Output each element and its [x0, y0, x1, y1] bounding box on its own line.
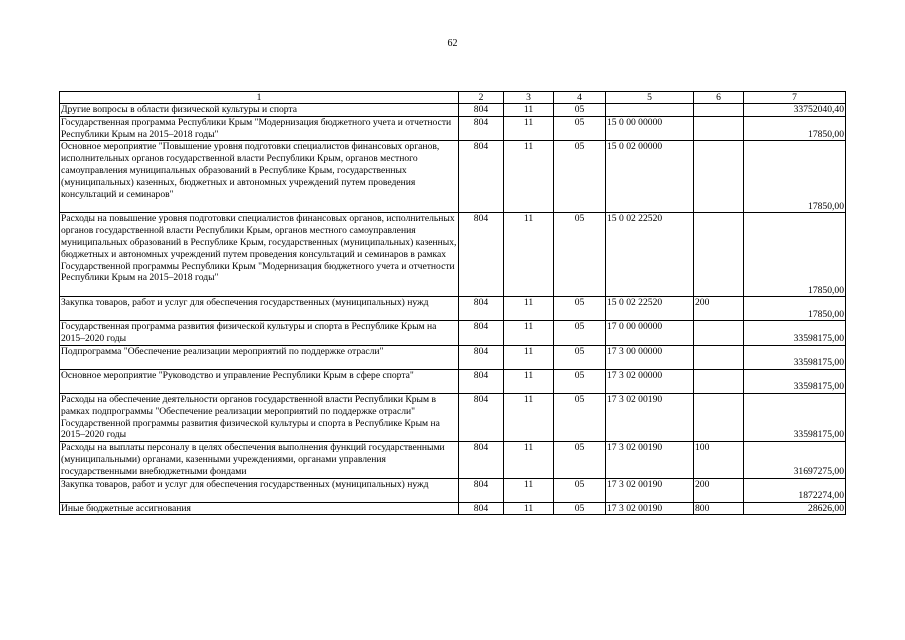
row-section: 11	[504, 478, 554, 502]
row-expense	[694, 321, 744, 346]
row-expense: 200	[694, 297, 744, 321]
row-section: 11	[504, 345, 554, 369]
row-expense	[694, 213, 744, 297]
row-subsection: 05	[554, 116, 606, 141]
table-row	[60, 393, 846, 441]
row-name: Государственная программа Республики Крым "Модернизация бюджетного учета и отчетности Республики Крым на 2015–2018 годы"	[60, 116, 459, 141]
row-sum: 33598175,00	[744, 369, 846, 393]
row-section: 11	[504, 321, 554, 346]
header-cell: 4	[554, 92, 606, 104]
row-name: Основное мероприятие "Руководство и управление Республики Крым в сфере спорта"	[60, 369, 459, 393]
table-row	[60, 345, 846, 369]
header-cell: 7	[744, 92, 846, 104]
table-header-row	[60, 92, 846, 104]
table-row	[60, 478, 846, 502]
row-section: 11	[504, 369, 554, 393]
row-sum: 17850,00	[744, 116, 846, 141]
page-number: 62	[447, 38, 458, 49]
row-target	[606, 104, 694, 117]
row-name: Закупка товаров, работ и услуг для обеспечения государственных (муниципальных) нужд	[60, 478, 459, 502]
table-row	[60, 502, 846, 515]
table-row	[60, 369, 846, 393]
row-expense	[694, 369, 744, 393]
row-expense	[694, 116, 744, 141]
row-target: 17 3 00 00000	[606, 345, 694, 369]
row-subsection: 05	[554, 502, 606, 515]
row-expense	[694, 345, 744, 369]
row-sum: 33598175,00	[744, 345, 846, 369]
table-row	[60, 141, 846, 213]
budget-table	[59, 91, 846, 515]
row-ministry: 804	[459, 297, 504, 321]
table-row	[60, 104, 846, 117]
header-cell: 5	[606, 92, 694, 104]
header-cell: 6	[694, 92, 744, 104]
row-name: Подпрограмма "Обеспечение реализации мероприятий по поддержке отрасли"	[60, 345, 459, 369]
row-expense: 100	[694, 442, 744, 478]
row-section: 11	[504, 104, 554, 117]
header-cell: 3	[504, 92, 554, 104]
row-name: Расходы на обеспечение деятельности органов государственной власти Республики Крым в рамках подпрограммы "Обеспечение реализации мероприятий по поддержке отрасли" Государственной программы развития физической культуры и спорта в Республике Крым на 2015–2020 годы	[60, 393, 459, 441]
row-target: 15 0 02 22520	[606, 213, 694, 297]
row-target: 15 0 00 00000	[606, 116, 694, 141]
row-target: 17 3 02 00190	[606, 478, 694, 502]
row-sum: 17850,00	[744, 297, 846, 321]
row-expense	[694, 141, 744, 213]
row-section: 11	[504, 141, 554, 213]
row-section: 11	[504, 393, 554, 441]
row-ministry: 804	[459, 321, 504, 346]
row-ministry: 804	[459, 478, 504, 502]
row-subsection: 05	[554, 213, 606, 297]
row-sum: 33598175,00	[744, 321, 846, 346]
row-ministry: 804	[459, 104, 504, 117]
table-row	[60, 442, 846, 478]
row-subsection: 05	[554, 369, 606, 393]
row-subsection: 05	[554, 345, 606, 369]
table-row	[60, 116, 846, 141]
row-subsection: 05	[554, 297, 606, 321]
row-ministry: 804	[459, 393, 504, 441]
row-expense	[694, 104, 744, 117]
row-subsection: 05	[554, 104, 606, 117]
table-row	[60, 213, 846, 297]
row-sum: 17850,00	[744, 213, 846, 297]
row-ministry: 804	[459, 502, 504, 515]
row-subsection: 05	[554, 442, 606, 478]
table-row	[60, 321, 846, 346]
row-name: Расходы на повышение уровня подготовки специалистов финансовых органов, исполнительных органов государственной власти Республики Крым, органов местного самоуправления муниципальных образований в Республике Крым, государственных (муниципальных) казенных, бюджетных и автономных учреждений путем проведения консультаций и семинаров в рамках Государственной программы Республики Крым "Модернизация бюджетного учета и отчетности Республики Крым на 2015–2018 годы"	[60, 213, 459, 297]
row-target: 15 0 02 22520	[606, 297, 694, 321]
row-target: 15 0 02 00000	[606, 141, 694, 213]
row-section: 11	[504, 116, 554, 141]
row-target: 17 3 02 00190	[606, 502, 694, 515]
row-subsection: 05	[554, 393, 606, 441]
row-ministry: 804	[459, 213, 504, 297]
row-expense: 200	[694, 478, 744, 502]
header-cell: 1	[60, 92, 459, 104]
row-ministry: 804	[459, 442, 504, 478]
row-expense: 800	[694, 502, 744, 515]
row-name: Основное мероприятие "Повышение уровня подготовки специалистов финансовых органов, исполнительных органов государственной власти Республики Крым, органов местного самоуправления муниципальных образований в Республике Крым, государственных (муниципальных) казенных, бюджетных и автономных учреждений путем проведения консультаций и семинаров"	[60, 141, 459, 213]
row-sum: 17850,00	[744, 141, 846, 213]
row-subsection: 05	[554, 321, 606, 346]
row-target: 17 3 02 00190	[606, 393, 694, 441]
row-ministry: 804	[459, 116, 504, 141]
row-sum: 1872274,00	[744, 478, 846, 502]
row-section: 11	[504, 442, 554, 478]
header-cell: 2	[459, 92, 504, 104]
row-section: 11	[504, 297, 554, 321]
row-name: Закупка товаров, работ и услуг для обеспечения государственных (муниципальных) нужд	[60, 297, 459, 321]
row-target: 17 0 00 00000	[606, 321, 694, 346]
row-expense	[694, 393, 744, 441]
row-target: 17 3 02 00190	[606, 442, 694, 478]
row-subsection: 05	[554, 478, 606, 502]
row-sum: 33752040,40	[744, 104, 846, 117]
row-ministry: 804	[459, 369, 504, 393]
table-row	[60, 297, 846, 321]
row-name: Иные бюджетные ассигнования	[60, 502, 459, 515]
row-ministry: 804	[459, 141, 504, 213]
row-target: 17 3 02 00000	[606, 369, 694, 393]
row-sum: 33598175,00	[744, 393, 846, 441]
row-name: Другие вопросы в области физической культуры и спорта	[60, 104, 459, 117]
row-ministry: 804	[459, 345, 504, 369]
row-name: Расходы на выплаты персоналу в целях обеспечения выполнения функций государственными (муниципальными) органами, казенными учреждениями, органами управления государственными внебюджетными фондами	[60, 442, 459, 478]
row-sum: 31697275,00	[744, 442, 846, 478]
row-section: 11	[504, 213, 554, 297]
row-name: Государственная программа развития физической культуры и спорта в Республике Крым на 2015–2020 годы	[60, 321, 459, 346]
row-subsection: 05	[554, 141, 606, 213]
row-section: 11	[504, 502, 554, 515]
row-sum: 28626,00	[744, 502, 846, 515]
